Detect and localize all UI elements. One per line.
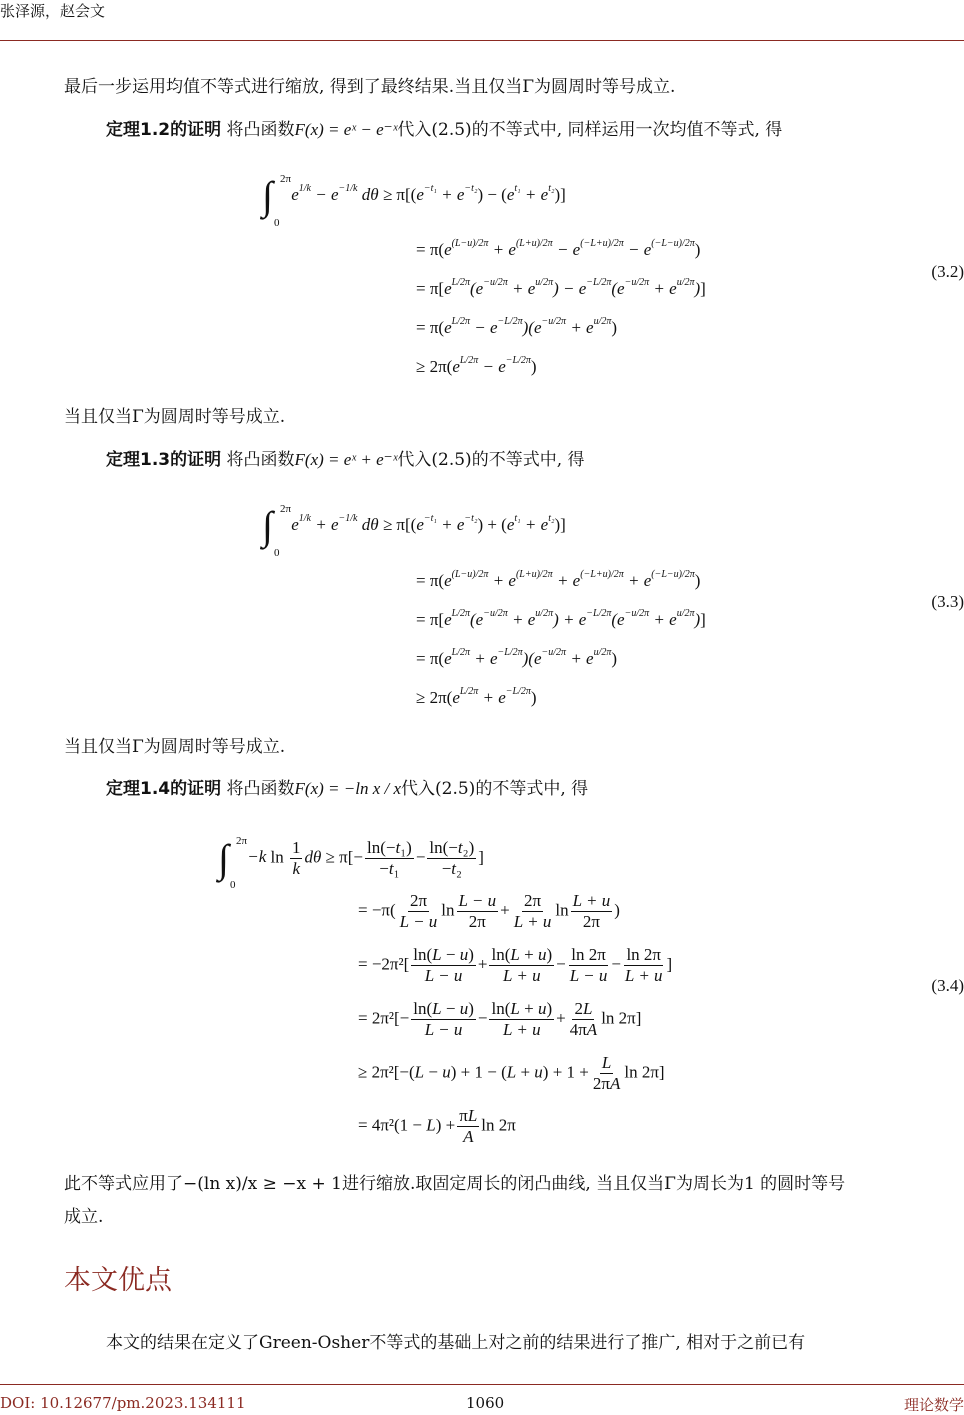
paragraph-after-2: 成立. bbox=[64, 1207, 104, 1227]
equation-tag: (3.3) bbox=[931, 592, 964, 611]
convex-function: F(x) = −ln x / x bbox=[294, 779, 402, 798]
theorem-label: 定理1.2的证明 bbox=[106, 120, 222, 140]
equation-line: = $\pi[e^{L/2\pi}(e^{-u/2\pi} + e^{u/2\pi}) + e^{-L/2\pi}(e^{-u/2\pi} + e^{u/2\pi})]$ bbox=[416, 608, 706, 629]
convex-function: F(x) = eˣ + e⁻ˣ bbox=[294, 450, 398, 469]
equation-line: = −2π²[ $\frac{\ln(L - u)}{L - u}$ + $\frac{\ln(L + u)}{L + u}$ − $\frac{\ln 2\pi}{L - u}$ − $\frac{\ln 2\pi}{L + u}$ ] bbox=[358, 945, 673, 985]
equation-line-integral: ∫ 2π 0 −k ln $\frac{1}{k}$ dθ ≥ π[− $\frac{\text{ln(−t₁)}}{\text{−t₁}}$ − $\frac{\text{ln(−t₂)}}{\text{−t₂}}$ ] bbox=[218, 835, 484, 891]
equality-note-2: 当且仅当Γ为圆周时等号成立. bbox=[64, 737, 286, 757]
header-authors: 张泽源，赵会文 bbox=[0, 2, 106, 20]
equation-line: = $\pi(e^{L/2\pi} - e^{-L/2\pi})(e^{-u/2\pi} + e^{u/2\pi})$ bbox=[416, 316, 618, 337]
equation-line-integral: ∫ 2π 0 $e^{1/k} - e^{-1/k}$ $d\theta \ge \pi[(e^{-t_1} + e^{-t_2}) - (e^{t_1} + e^{t_2})]$ bbox=[262, 173, 566, 229]
equation-line: ≥ $2\pi(e^{L/2\pi} + e^{-L/2\pi})$ bbox=[416, 686, 537, 707]
intro-text: 代入(2.5)的不等式中, 得 bbox=[401, 779, 589, 799]
equation-line: ≥ 2π²[−(L − u) + 1 − (L + u) + 1 + $\frac{L}{2\pi A}$ ln 2π] bbox=[358, 1053, 665, 1093]
footer-rule bbox=[0, 1384, 964, 1385]
equation-line: = $\pi[e^{L/2\pi}(e^{-u/2\pi} + e^{u/2\pi}) - e^{-L/2\pi}(e^{-u/2\pi} + e^{u/2\pi})]$ bbox=[416, 277, 706, 298]
equation-line-integral: ∫ 2π 0 $e^{1/k} + e^{-1/k}$ $d\theta \ge \pi[(e^{-t_1} + e^{-t_2}) + (e^{t_1} + e^{t_2})]$ bbox=[262, 503, 566, 559]
header-rule bbox=[0, 40, 964, 41]
equation-line: = $\pi(e^{(L-u)/2\pi} + e^{(L+u)/2\pi} + e^{(-L+u)/2\pi} + e^{(-L-u)/2\pi})$ bbox=[416, 569, 701, 590]
footer-page-number: 1060 bbox=[466, 1394, 505, 1412]
equation-line: = $\pi(e^{L/2\pi} + e^{-L/2\pi})(e^{-u/2\pi} + e^{u/2\pi})$ bbox=[416, 647, 618, 668]
footer-journal: 理论数学 bbox=[903, 1396, 964, 1414]
paragraph-after-1: 此不等式应用了−(ln x)/x ≥ −x + 1进行缩放.取固定周长的闭凸曲线, 当且仅当Γ为周长为1 的圆时等号 bbox=[64, 1174, 846, 1194]
intro-text: 将凸函数 bbox=[226, 450, 295, 470]
theorem-1-3-intro bbox=[106, 447, 585, 473]
equation-line: ≥ $2\pi(e^{L/2\pi} - e^{-L/2\pi})$ bbox=[416, 355, 537, 376]
convex-function: F(x) = eˣ − e⁻ˣ bbox=[294, 120, 398, 139]
section-title: 本文优点 bbox=[64, 1265, 172, 1296]
intro-text: 代入(2.5)的不等式中, 同样运用一次均值不等式, 得 bbox=[397, 120, 783, 140]
equation-line: = −π( $\frac{2\pi}{L - u}$ ln $\frac{L - u}{2\pi}$ + $\frac{2\pi}{L + u}$ ln $\frac{L + u}{2\pi}$ ) bbox=[358, 891, 620, 931]
intro-text: 将凸函数 bbox=[226, 779, 295, 799]
theorem-1-2-intro bbox=[106, 117, 782, 143]
equation-line: = 2π²[− $\frac{\ln(L - u)}{L - u}$ − $\frac{\ln(L + u)}{L + u}$ + $\frac{2L}{4\pi A}$ ln 2π] bbox=[358, 999, 642, 1039]
paragraph-last: 本文的结果在定义了Green-Osher不等式的基础上对之前的结果进行了推广, 相对于之前已有 bbox=[106, 1333, 806, 1353]
equation-tag: (3.2) bbox=[931, 262, 964, 281]
theorem-label: 定理1.4的证明 bbox=[106, 779, 222, 799]
intro-text: 将凸函数 bbox=[226, 120, 295, 140]
equation-tag: (3.4) bbox=[931, 976, 964, 995]
paragraph-1: 最后一步运用均值不等式进行缩放, 得到了最终结果.当且仅当Γ为圆周时等号成立. bbox=[64, 77, 676, 97]
equation-line: = $\pi(e^{(L-u)/2\pi} + e^{(L+u)/2\pi} - e^{(-L+u)/2\pi} - e^{(-L-u)/2\pi})$ bbox=[416, 238, 701, 259]
footer-doi: DOI: 10.12677/pm.2023.134111 bbox=[0, 1394, 246, 1412]
equality-note-1: 当且仅当Γ为圆周时等号成立. bbox=[64, 407, 286, 427]
equation-line: = 4π²(1 − L) + $\frac{\pi L}{A}$ ln 2π bbox=[358, 1106, 516, 1146]
theorem-1-4-intro bbox=[106, 776, 588, 802]
intro-text: 代入(2.5)的不等式中, 得 bbox=[397, 450, 585, 470]
theorem-label: 定理1.3的证明 bbox=[106, 450, 222, 470]
